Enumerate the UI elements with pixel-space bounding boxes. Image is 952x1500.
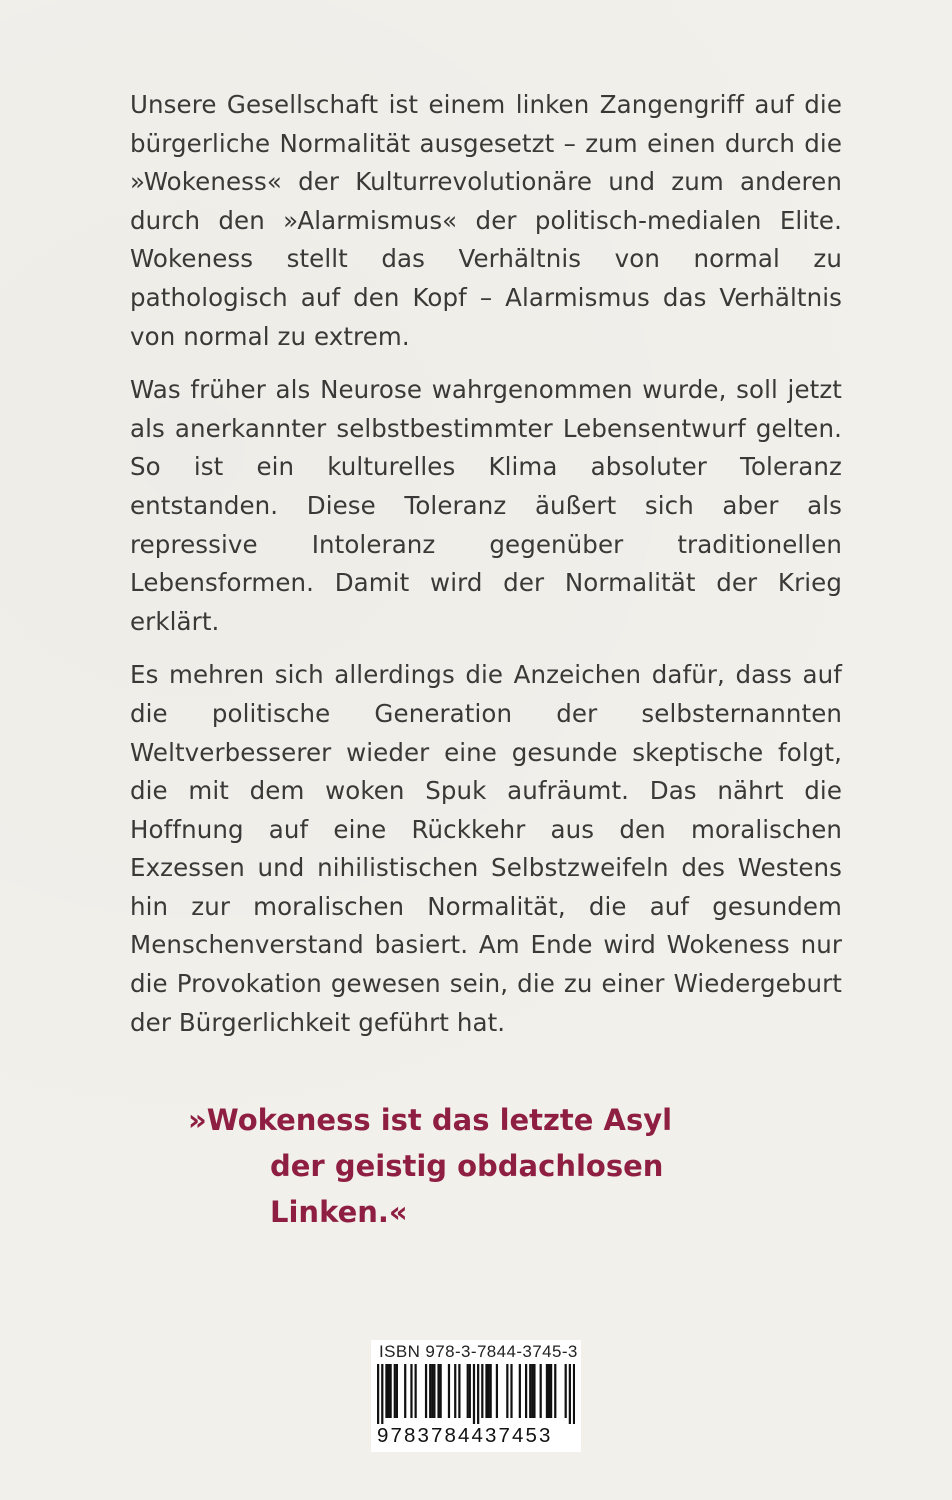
barcode-bar [506,1364,508,1418]
barcode-bar [431,1364,433,1418]
barcode-bar [473,1364,475,1424]
barcode-bar [548,1364,550,1418]
isbn-label: ISBN 978-3-7844-3745-3 [379,1342,578,1361]
barcode-bar [381,1364,383,1424]
barcode-bar [550,1364,552,1418]
barcode-bar [533,1364,535,1418]
barcode-bar [437,1364,439,1418]
barcode-bar [485,1364,487,1418]
isbn-barcode [371,1340,581,1452]
ean-digits: 9783784437453 [377,1424,553,1447]
barcode-bar [467,1364,469,1418]
barcode-bar [573,1364,575,1424]
barcode-bar [540,1364,542,1418]
barcode-bar [448,1364,450,1418]
barcode-bar [496,1364,498,1418]
barcode-bar [429,1364,431,1418]
barcode-bar [387,1364,389,1418]
barcode-bar [554,1364,556,1418]
barcode-bars [377,1364,575,1424]
barcode-bar [377,1364,379,1424]
blurb-paragraph-3: Es mehren sich allerdings die Anzeichen dafür, dass auf die politische Generation der selbsternannten Weltverbesserer wieder eine gesunde skeptische folgt, die mit dem woken Spuk aufräumt. Das nährt die Hoffnung auf eine Rückkehr aus den moralischen Exzessen und nihilistischen Selbstzweifeln des Westens hin zur moralischen Normalität, die auf gesundem Menschenverstand basiert. Am Ende wird Wokeness nur die Provokation gewesen sein, die zu einer Wiedergeburt der Bürgerlichkeit geführt hat. [130,660,842,1037]
pull-quote-line-2: der geistig obdachlosen Linken.« [270,1149,664,1229]
barcode-bar [477,1364,479,1424]
blurb-paragraph-1: Unsere Gesellschaft ist einem linken Zangengriff auf die bürgerliche Normalität ausgesetzt – zum einen durch die »Wokeness« der Kulturrevolutionäre und zum anderen durch den »Alarmismus« der politisch-medialen Elite. Wokeness stellt das Verhältnis von normal zu pathologisch auf den Kopf – Alarmismus das Verhältnis von normal zu extrem. [130,90,842,351]
blurb-paragraph-2: Was früher als Neurose wahrgenommen wurde, soll jetzt als anerkannter selbstbestimmter Lebensentwurf gelten. So ist ein kulturelles Klima absoluter Toleranz entstanden. Diese Toleranz äußert sich aber als repressive Intoleranz gegenüber traditionellen Lebensformen. Damit wird der Normalität der Krieg erklärt. [130,375,842,636]
barcode-bar [396,1364,398,1418]
barcode-bar [525,1364,527,1418]
barcode-bar [531,1364,533,1418]
barcode-bar [469,1364,471,1418]
barcode-bar [410,1364,412,1418]
barcode-bar [390,1364,392,1418]
barcode-bar [458,1364,460,1418]
barcode-bar [487,1364,489,1418]
barcode-bar [569,1364,571,1424]
barcode-bar [394,1364,396,1418]
barcode-bar [440,1364,442,1418]
barcode-bar [385,1364,387,1418]
barcode-bar [519,1364,521,1418]
barcode-bar [404,1364,406,1418]
barcode-bar [415,1364,417,1418]
pull-quote-line-1: »Wokeness ist das letzte Asyl [188,1103,673,1137]
pull-quote [130,1097,790,1235]
blurb-text [130,86,842,1057]
barcode-bar [433,1364,435,1418]
barcode-bar [510,1364,512,1418]
barcode-bar [546,1364,548,1418]
barcode-bar [565,1364,567,1418]
barcode-bar [425,1364,427,1418]
barcode-bar [454,1364,456,1418]
barcode-bar [529,1364,531,1418]
barcode-bar [481,1364,483,1418]
barcode-bar [490,1364,492,1418]
